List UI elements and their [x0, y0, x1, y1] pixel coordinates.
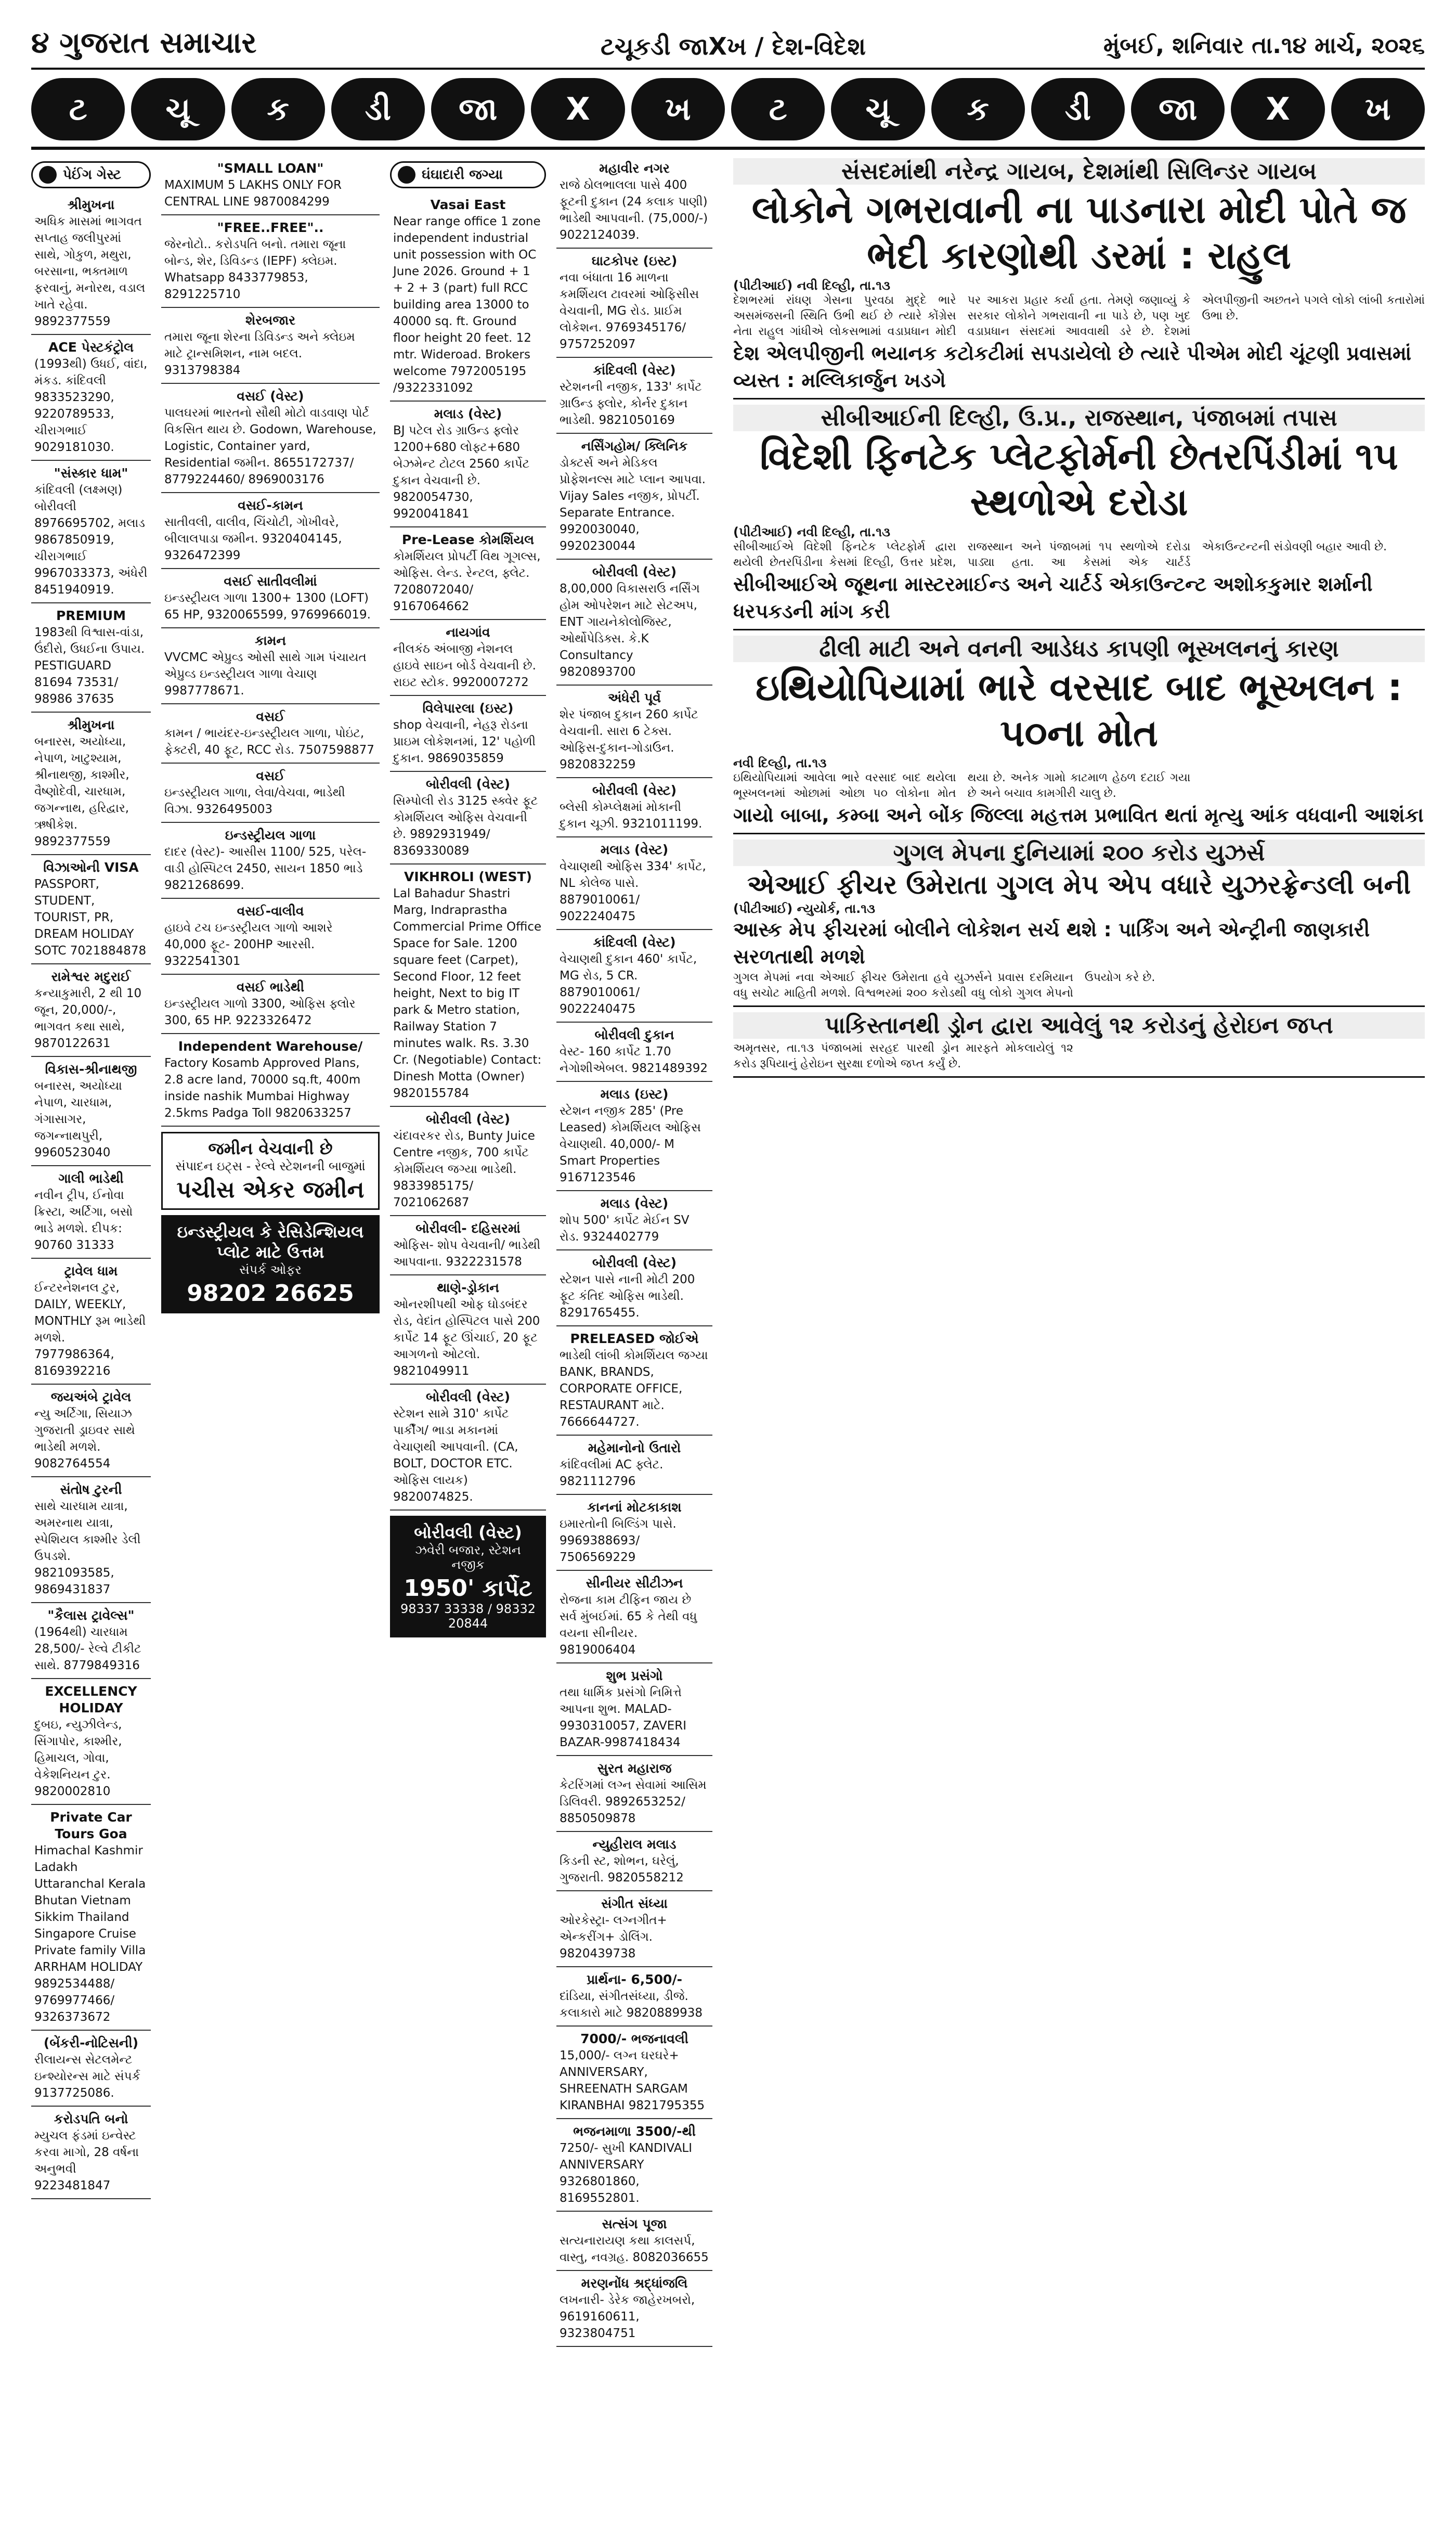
ad-body: કિડની સ્ટ, શોભન, ઘરેલું, ગુજરાતી. 9820558212 [560, 1854, 684, 1885]
classified-ad [31, 1679, 151, 1805]
ad-heading: Pre-Lease કોમર્શિયલ [401, 532, 535, 547]
ad-body: Himachal Kashmir Ladakh Uttaranchal Kerala Bhutan Vietnam Sikkim Thailand Singapore Cruise Private family Villa ARRHAM HOLIDAY 9892534488/ 9769977466/ 9326373672 [34, 1844, 146, 2024]
ad-heading: મલાડ (વેસ્ટ) [600, 1196, 669, 1211]
ad-heading: VIKHROLI (WEST) [404, 869, 532, 884]
ad-body: BJ પટેલ રોડ ગ્રાઉન્ડ ફ્લોર 1200+680 લોફ્ટ+680 બેઝમેન્ટ ટોટલ 2560 કાર્પેટ દુકાન વેચવાની છે. 9820054730, 9920041841 [393, 424, 530, 521]
classified-ad [390, 620, 546, 696]
ad-heading: "SMALL LOAN" [217, 161, 324, 176]
ad-body: તમારા જૂના શેરના ડિવિડન્ડ અને ક્લેઇમ માટે ટ્રાન્સમિશન, નામ બદલ. 9313798384 [164, 330, 355, 377]
ad-body: સ્ટેશન નજીક 285' (Pre Leased) કોમર્શિયલ ઓફિસ વેચાણથી. 40,000/- M Smart Properties 9167123546 [560, 1104, 701, 1184]
ad-body: ઇન્ડસ્ટ્રીયલ ગાળા, લેવા/વેચવા, ભાડેથી વિઝા. 9326495003 [164, 786, 345, 816]
classified-ad [31, 603, 151, 713]
ad-body: વેચાણથી દુકાન 460' કાર્પેટ, MG રોડ, 5 CR. 8879010061/ 9022240475 [560, 952, 697, 1016]
ad-heading: શેરબજાર [245, 313, 296, 328]
classified-ad [31, 1259, 151, 1385]
ad-heading: બોરીવલી (વેસ્ટ) [425, 777, 511, 792]
ad-body: દાદર (વેસ્ટ)- આસીસ 1100/ 525, પરેલ- વાડી હોસ્પિટલ 2450, સાયન 1850 ભાડે 9821268699. [164, 845, 367, 892]
ad-body: ડોક્ટર્સ અને મેડિકલ પ્રોફેશનલ્સ માટે પ્લાન આપવા. Vijay Sales નજીક, પ્રોપર્ટી. Separate Entrance. 9920030040, 9920230044 [560, 456, 706, 553]
classified-ad [556, 1436, 712, 1495]
ad-body: શોપ 500' કાર્પેટ મેઈન SV રોડ. 9324402779 [560, 1214, 690, 1244]
classified-ad [161, 704, 380, 764]
subheadline: સીબીઆઈએ જૂથના માસ્ટરમાઈન્ડ અને ચાર્ટર્ડ એકાઉન્ટન્ટ અશોકકુમાર શર્માની ધરપકડની માંગ કરી [733, 573, 1373, 623]
news-story-google-maps: ગુગલ મેપના દુનિયામાં ૨૦૦ કરોડ યુઝર્સ એઆઈ ફીચર ઉમેરાતા ગુગલ મેપ એપ વધારે યુઝરફ્રેન્ડલી બની (પીટીઆઈ) ન્યુયોર્ક, તા.૧૩ આસ્ક મેપ ફીચરમાં બોલીને લોકેશન સર્ચ થશે : પાર્કિંગ અને એન્ટ્રીની જાણકારી સરળતાથી મળશે ગુગલ મેપમાં નવા એઆઈ ફીચર ઉમેરાતા હવે યુઝર્સને પ્રવાસ દરમિયાન વધુ સચોટ માહિતી મળશે. વિશ્વભરમાં ૨૦૦ કરોડથી વધુ લોકો ગુગલ મેપનો ઉપયોગ કરે છે. [733, 840, 1425, 1007]
ad-body: Lal Bahadur Shastri Marg, Indraprastha Commercial Prime Office Space for Sale. 1200 square feet (Carpet), Second Floor, 12 feet height, Next to big IT park & Metro station, Railway Station 7 minutes walk. Rs. 3.30 Cr. (Negotiable) Contact: Dinesh Motta (Owner) 9820155784 [393, 887, 542, 1100]
ad-heading: ન્યુહીરાલ મલાડ [592, 1837, 677, 1852]
classified-ad [31, 335, 151, 461]
ad-heading: EXCELLENCY HOLIDAY [45, 1684, 137, 1715]
classified-ad [390, 1216, 546, 1275]
classified-ad [556, 2212, 712, 2271]
classified-ad [161, 823, 380, 899]
plot-offer-ad: ઇન્ડસ્ટ્રીયલ કે રેસિડેન્શિયલ પ્લોટ માટે ઉત્તમ સંપર્ક ઓફર 98202 26625 [161, 1215, 380, 1313]
classified-ad [556, 1663, 712, 1756]
ad-heading: વસઈ [256, 709, 285, 724]
classified-ad [31, 2031, 151, 2107]
classified-ad [556, 1023, 712, 1082]
ad-heading: મલાડ (ઇસ્ટ) [600, 1087, 669, 1102]
classified-ad [556, 156, 712, 249]
classified-ad [556, 837, 712, 930]
banner-letter: ચૂ [131, 78, 225, 140]
classified-ad [556, 2027, 712, 2119]
ad-heading: જયઅંબે ટ્રાવેલ [50, 1389, 132, 1404]
category-header: ઘંઘાદારી જગ્યા [390, 161, 546, 188]
classified-ad [390, 192, 546, 402]
ad-heading: Vasai East [430, 197, 506, 212]
banner-letter: ટ [731, 78, 825, 140]
classified-ad [390, 1275, 546, 1385]
classified-ad [556, 249, 712, 358]
ad-body: Near range office 1 zone independent industrial unit possession with OC June 2026. Ground + 1 + 2 + 3 (part) full RCC building area 13000 to 40000 sq. ft. Ground floor height 20 feet. 12 mtr. Wideroad. Brokers welcome 7972005195 /9322331092 [393, 215, 541, 395]
ad-body: સિમ્પોલી રોડ 3125 સ્ક્વેર ફૂટ કોમર્શિયલ ઓફિસ વેચવાની છે. 9892931949/ 8369330089 [393, 794, 538, 858]
ad-body: સ્ટેશન સામે 310' કાર્પેટ પાર્કીંગ/ ભાડા મકાનમાં વેચાણથી આપવાની. (CA, BOLT, DOCTOR ETC. ઓફિસ લાયક) 9820074825. [393, 1407, 518, 1504]
ad-body: કાંદિવલીમાં AC ફ્લેટ. 9821112796 [560, 1458, 664, 1488]
ad-body: Factory Kosamb Approved Plans, 2.8 acre land, 70000 sq.ft, 400m inside nashik Mumbai Highway 2.5kms Padga Toll 9820633257 [164, 1056, 361, 1120]
ad-heading: મહેમાનોનો ઉતારો [588, 1440, 681, 1455]
story-body: દેશભરમાં રાંધણ ગેસના પુરવઠા મુદ્દે ભારે અસમંજસની સ્થિતિ ઉભી થઈ છે ત્યારે કોંગ્રેસ નેતા રાહુલ ગાંધીએ લોકસભામાં વડાપ્રધાન મોદી પર આકરા પ્રહાર કર્યા હતા. તેમણે જણાવ્યું કે સરકાર લોકોને ગભરાવાની ના પાડે છે, પણ ખુદ વડાપ્રધાન સંસદમાં આવવાથી ડરે છે. દેશમાં એલપીજીની અછતને પગલે લોકો લાંબી કતારોમાં ઉભા છે. [733, 294, 1425, 338]
ad-heading: કાંદિવલી (વેસ્ટ) [593, 363, 676, 378]
classified-ad [161, 156, 380, 215]
ad-body: 1983થી વિશ્વાસ-વાંડા, ઉંદીરો, ઉધઈના ઉપાય. PESTIGUARD 81694 73531/ 98986 37635 [34, 626, 145, 706]
ad-heading: વસઈ-વાલીવ [237, 904, 304, 919]
ad-body: 15,000/- લગ્ન ઘરઘરે+ ANNIVERSARY, SHREENATH SARGAM KIRANBHAI 9821795355 [560, 2049, 705, 2112]
story-body: ઇથિયોપિયામાં આવેલા ભારે વરસાદ બાદ થયેલા ભૂસ્ખલનમાં ઓછામાં ઓછા ૫૦ લોકોના મોત થયા છે. અનેક ગામો કાટમાળ હેઠળ દટાઈ ગયા છે અને બચાવ કામગીરી ચાલુ છે. [733, 771, 1191, 800]
news-story-heroin: પાકિસ્તાનથી ડ્રોન દ્વારા આવેલું ૧૨ કરોડનું હેરોઇન જપ્ત અમૃતસર, તા.૧૩ પંજાબમાં સરહદ પારથી ડ્રોન મારફતે મોકલાયેલું ૧૨ કરોડ રૂપિયાનું હેરોઇન સુરક્ષા દળોએ જપ્ત કર્યું છે. [733, 1012, 1425, 1078]
classified-ad [31, 1385, 151, 1477]
ad-body: હાઇવે ટચ ઇન્ડસ્ટ્રીયલ ગાળો આશરે 40,000 ફૂટ- 200HP આરસી. 9322541301 [164, 921, 333, 968]
ad-body: ભાડેથી લાંબી કોમર્શિયલ જગ્યા BANK, BRANDS, CORPORATE OFFICE, RESTAURANT માટે. 7666644727. [560, 1349, 708, 1429]
classified-ad [556, 358, 712, 434]
classified-ad [31, 461, 151, 603]
ad-body: રાજે ઠોલભાલલા પાસે 400 ફૂટની દુકાન (24 કલાક પાણી) ભાડેથી આપવાની. (75,000/-) 9022124039. [560, 178, 708, 242]
category-icon [39, 166, 57, 184]
classified-ad [556, 686, 712, 778]
ad-body: ઓફિસ- શોપ વેચવાની/ ભાડેથી આપવાના. 9322231578 [393, 1238, 541, 1269]
issue-date: મુંબઈ, શનિવાર તા.૧૪ માર્ચ, ૨૦૨૬ [1103, 32, 1425, 59]
ad-body: VVCMC એપ્રુવ્ડ ઓસી સાથે ગામ પંચાયત એપ્રુવ્ડ ઇન્ડસ્ટ્રીયલ ગાળા વેચાણ 9987778671. [164, 651, 367, 698]
ad-heading: Private Car Tours Goa [50, 1810, 132, 1841]
classified-ad [161, 308, 380, 384]
ad-heading: ઘાટકોપર (ઇસ્ટ) [591, 253, 678, 268]
ad-body: કોમર્શિયલ પ્રોપર્ટી વિથ ગૂગલ્સ, ઓફિસ. લેન્ડ. રેન્ટલ, ફ્લેટ. 7208072040/ 9167064662 [393, 550, 541, 613]
banner-letter: ડી [1031, 78, 1125, 140]
banner-letter: જા [431, 78, 525, 140]
ad-body: પાલઘરમાં ભારતનો સૌથી મોટો વાડવાણ પોર્ટ વિકસિત થાય છે. Godown, Warehouse, Logistic, Container yard, Residential જમીન. 8655172737/ 8779224460/ 8969003176 [164, 406, 376, 486]
ad-heading: સત્સંગ પૂજા [602, 2216, 667, 2231]
ad-heading: શ્રીમુખના [67, 197, 115, 212]
ad-body: સત્યનારાયણ કથા કાલસર્પ, વાસ્તુ, નવગ્રહ. 8082036655 [560, 2234, 709, 2264]
classified-banner [31, 78, 1425, 140]
ad-body: દુબઇ, ન્યુઝીલેન્ડ, સિંગાપોર, કાશ્મીર, હિમાચલ, ગોવા, વેકેશનિયન ટુર. 9820002810 [34, 1718, 122, 1798]
ad-heading: થાણે-ડ્રોકાન [437, 1280, 499, 1295]
ad-heading: બોરીવલી (વેસ્ટ) [592, 1255, 677, 1270]
classified-ad [390, 527, 546, 620]
ad-body: PASSPORT, STUDENT, TOURIST, PR, DREAM HOLIDAY SOTC 7021884878 [34, 878, 147, 958]
classified-ad [556, 930, 712, 1023]
ad-heading: વિઝાઓની VISA [43, 860, 139, 875]
subheadline: દેશ એલપીજીની ભયાનક કટોકટીમાં સપડાયેલો છે ત્યારે પીએમ મોદી ચૂંટણી પ્રવાસમાં વ્યસ્ત : મલ્લિકાર્જુન ખડગે [733, 342, 1412, 392]
ad-heading: "સંસ્કાર ધામ" [54, 466, 128, 481]
classified-ad [31, 964, 151, 1057]
banner-rule [31, 147, 1425, 150]
ad-heading: Independent Warehouse/ [178, 1039, 363, 1054]
ad-heading: PRELEASED જોઈએ [570, 1331, 699, 1346]
classified-ad [556, 1832, 712, 1891]
classified-ad [31, 855, 151, 964]
ad-heading: બોરીવલી (વેસ્ટ) [425, 1389, 511, 1404]
ad-body: (1964થી) ચારધામ 28,500/- રેલ્વે ટીકીટ સાથે. 8779849316 [34, 1625, 141, 1672]
ad-heading: "કૈલાસ ટ્રાવેલ્સ" [47, 1608, 135, 1623]
ad-body: નવા બંધાતા 16 માળના કમર્શિયલ ટાવરમાં ઓફિસીસ વેચવાની, MG રોડ. પ્રાઈમ લોકેશન. 9769345176/ 9757252097 [560, 271, 699, 351]
ad-heading: પ્રાર્થના- 6,500/- [587, 1972, 682, 1987]
classified-ad [390, 402, 546, 527]
ad-body: બ્લેસી કોમ્પ્લેક્ષમાં મોકાની દુકાન ચૂઝી. 9321011199. [560, 801, 703, 831]
banner-letter: ચૂ [831, 78, 925, 140]
banner-letter: X [531, 78, 625, 140]
classified-column-1 [31, 156, 151, 2508]
ad-heading: મલાડ (વેસ્ટ) [434, 406, 502, 421]
ad-heading: બોરીવલી (વેસ્ટ) [592, 783, 677, 798]
category-header: પેઈંગ ગેસ્ટ [31, 161, 151, 188]
classified-ad [161, 215, 380, 308]
classified-ad [556, 1891, 712, 1967]
banner-letter: ડી [331, 78, 425, 140]
ad-heading: બોરીવલી દુકાન [594, 1027, 674, 1042]
ad-heading: મરણનોંધ શ્રદ્ધાંજલિ [581, 2276, 688, 2291]
headline: વિદેશી ફિનટેક પ્લેટફોર્મની છેતરપિંડીમાં ૧૫ સ્થળોએ દરોડા [760, 434, 1398, 524]
ad-heading: ટ્રાવેલ ધામ [64, 1263, 118, 1279]
banner-letter: જા [1131, 78, 1225, 140]
headline: ઇથિયોપિયામાં ભારે વરસાદ બાદ ભૂસ્ખલન : ૫૦ના મોત [756, 665, 1402, 755]
ad-body: (1993થી) ઉધઈ, વાંદા, મંકડ. કાંદિવલી 9833523290, 9220789533, ચીરાગભાઈ 9029181030. [34, 357, 148, 454]
news-story-rahul: સંસદમાંથી નરેન્દ્ર ગાયબ, દેશમાંથી સિલિન્ડર ગાયબ લોકોને ગભરાવાની ના પાડનારા મોદી પોતે જ ભેદી કારણોથી ડરમાં : રાહુલ (પીટીઆઈ) નવી દિલ્હી, તા.૧૩ દેશભરમાં રાંધણ ગેસના પુરવઠા મુદ્દે ભારે અસમંજસની સ્થિતિ ઉભી થઈ છે ત્યારે કોંગ્રેસ નેતા રાહુલ ગાંધીએ લોકસભામાં વડાપ્રધાન મોદી પર આકરા પ્રહાર કર્યા હતા. તેમણે જણાવ્યું કે સરકાર લોકોને ગભરાવાની ના પાડે છે, પણ ખુદ વડાપ્રધાન સંસદમાં આવવાથી ડરે છે. દેશમાં એલપીજીની અછતને પગલે લોકો લાંબી કતારોમાં ઉભા છે. દેશ એલપીજીની ભયાનક કટોકટીમાં સપડાયેલો છે ત્યારે પીએમ મોદી ચૂંટણી પ્રવાસમાં વ્યસ્ત : મલ્લિકાર્જુન ખડગે [733, 158, 1425, 399]
ad-body: સ્ટેશનની નજીક, 133' કાર્પેટ ગ્રાઉન્ડ ફ્લોર, કોર્નર દુકાન ભાડેથી. 9821050169 [560, 380, 702, 427]
classified-ad [161, 569, 380, 628]
ad-heading: શ્રીમુખના [67, 717, 115, 732]
ad-body: ન્યુ અર્ટિગા, સિયાઝ ગુજરાતી ડ્રાઇવર સાથે ભાડેથી મળશે. 9082764554 [34, 1407, 135, 1470]
ad-body: કેટરિંગમાં લગ્ન સેવામાં આસિમ ડિલિવરી. 9892653252/ 8850509878 [560, 1778, 707, 1825]
classified-ad [390, 1107, 546, 1216]
classified-ad [556, 434, 712, 560]
ad-heading: બોરીવલી- દહિસરમાં [415, 1221, 521, 1236]
classified-column-4 [556, 156, 712, 2508]
classified-ad [556, 1191, 712, 1250]
classified-ad [556, 1967, 712, 2027]
ad-body: રીલાયન્સ સેટલમેન્ટ ઇન્શ્યોરન્સ માટે સંપર્ક 9137725086. [34, 2053, 140, 2100]
ad-heading: સંગીત સંધ્યા [601, 1896, 668, 1911]
page-label: ૪ ગુજરાત સમાચાર [31, 26, 257, 60]
classified-ad [31, 1057, 151, 1166]
banner-letter: ખ [631, 78, 725, 140]
ad-heading: વિલેપારલા (ઇસ્ટ) [422, 701, 514, 716]
classified-ad [31, 2107, 151, 2199]
classified-ad [31, 1603, 151, 1679]
ad-body: 8,00,000 વિકાસરાઉ નર્સિંગ હોમ ઓપરેશન માટે સેટઅપ, ENT ગાયનેકોલોજિસ્ટ, ઓર્થોપેડિક્સ. કે.K Consultancy 9820893700 [560, 582, 700, 679]
classified-ad [556, 2271, 712, 2347]
ad-heading: વસઈ ભાડેથી [236, 979, 304, 995]
borivali-shop-ad: બોરીવલી (વેસ્ટ) ઝવેરી બજાર, સ્ટેશન નજીક 1950' કાર્પેટ 98337 33338 / 98332 20844 [390, 1516, 546, 1637]
story-body: અમૃતસર, તા.૧૩ પંજાબમાં સરહદ પારથી ડ્રોન મારફતે મોકલાયેલું ૧૨ કરોડ રૂપિયાનું હેરોઇન સુરક્ષા દળોએ જપ્ત કર્યું છે. [733, 1042, 1073, 1070]
ad-body: સાતીવલી, વાલીવ, ચિંચોટી, ગોખીવરે, બીલાલપાડા જમીન. 9320404145, 9326472399 [164, 515, 342, 562]
classified-ad [31, 1166, 151, 1259]
classified-ad [390, 772, 546, 864]
ad-body: નવીન ટ્રીપ, ઈનોવા ક્રિસ્ટા, અર્ટિગા, બસો ભાડે મળશે. દીપક: 90760 31333 [34, 1189, 133, 1252]
subheadline: ગાયો બાબા, કમ્બા અને બોંક જિલ્લા મહત્તમ પ્રભાવિત થતાં મૃત્યુ આંક વધવાની આશંકા [733, 804, 1424, 827]
ad-heading: વસઈ [256, 768, 285, 783]
ad-body: તથા ધાર્મિક પ્રસંગો નિમિત્તે આપના શુભ. MALAD-9930310057, ZAVERI BAZAR-9987418434 [560, 1686, 687, 1749]
ad-heading: ગાલી ભાડેથી [58, 1171, 124, 1186]
banner-letter: ક [231, 78, 325, 140]
classified-ad [556, 560, 712, 686]
classified-ad [161, 384, 380, 493]
classified-ad [556, 1571, 712, 1663]
banner-letter: ટ [31, 78, 125, 140]
ad-body: ઓરકેસ્ટ્રા- લગ્નગીત+ એન્કરીંગ+ ડોલિંગ. 9820439738 [560, 1914, 667, 1960]
classified-ad [556, 1495, 712, 1571]
ad-heading: કરોડપતિ બનો [54, 2111, 128, 2126]
classified-ad [390, 864, 546, 1107]
ad-body: કામન / ભાયંદર-ઇન્ડસ્ટ્રીયલ ગાળા, પોઇંટ, ફેક્ટરી, 40 ફૂટ, RCC રોડ. 7507598877 [164, 727, 374, 757]
ad-body: ચંદાવરકર રોડ, Bunty Juice Centre નજીક, 700 કાર્પેટ કોમર્શિયલ જગ્યા ભાડેથી. 9833985175/ 7021062687 [393, 1129, 535, 1209]
classified-ad [556, 1326, 712, 1436]
ad-body: લખનારી- ડેરેક જાહેરખબરો, 9619160611, 9323804751 [560, 2293, 695, 2340]
classified-ad [161, 764, 380, 823]
ad-body: વેસ્ટ- 160 કાર્પેટ 1.70 નેગોશીએબલ. 9821489392 [560, 1045, 708, 1075]
ad-body: જેરનોટો.. કરોડપતિ બનો. તમારા જૂના બોન્ડ, શેર, ડિવિડન્ડ (IEPF) ક્લેઇમ. Whatsapp 8433779853, 8291225710 [164, 238, 346, 301]
classified-ad [31, 713, 151, 855]
classified-column-2 [161, 156, 380, 2508]
ad-body: ઇન્ડસ્ટ્રીયલ ગાળા 1300+ 1300 (LOFT) 65 HP, 9320065599, 9769966019. [164, 591, 371, 622]
ad-body: ઇન્ડસ્ટ્રીયલ ગાળો 3300, ઓફિસ ફ્લોર 300, 65 HP. 9223326472 [164, 997, 356, 1027]
ad-heading: "FREE..FREE".. [217, 220, 324, 235]
ad-heading: કામન [254, 633, 287, 648]
ad-heading: ACE પેસ્ટકંટ્રોલ [48, 340, 134, 355]
banner-letter: ખ [1331, 78, 1425, 140]
masthead [31, 21, 1425, 70]
classified-ad [556, 778, 712, 837]
classified-ad [161, 1034, 380, 1127]
classified-ad [161, 975, 380, 1034]
ad-heading: વસઈ સાતીવલીમાં [224, 574, 317, 589]
section-title: ટચૂકડી જાXખ / દેશ-વિદેશ [601, 32, 866, 60]
ad-heading: વસઈ-કામન [238, 498, 303, 513]
ad-body: દાંડિયા, સંગીતસંધ્યા, ડીજે. કલાકારો માટે 9820889938 [560, 1990, 703, 2020]
ad-heading: કાનનાં મોટકાકાશ [587, 1500, 682, 1515]
banner-letter: ક [931, 78, 1025, 140]
classified-ad [390, 1385, 546, 1511]
ad-heading: અંધેરી પૂર્વ [608, 690, 661, 705]
ad-heading: ભજનમાળા 3500/-થી [573, 2124, 696, 2139]
ad-body: કાંદિવલી (લક્ષ્મણ) બોરીવલી 8976695702, મલાડ 9867850919, ચીરાગભાઈ 9967033373, અંધેરી 8451940919. [34, 483, 148, 597]
ad-body: 7250/- સુખી KANDIVALI ANNIVERSARY 9326801860, 8169552801. [560, 2141, 693, 2205]
classified-ad [31, 1477, 151, 1603]
ad-heading: સુરત મહારાજ [597, 1761, 672, 1776]
news-section [733, 156, 1425, 2508]
news-story-ethiopia: ઢીલી માટી અને વનની આડેધડ કાપણી ભૂસ્ખલનનું કારણ ઇથિયોપિયામાં ભારે વરસાદ બાદ ભૂસ્ખલન : ૫૦ના મોત નવી દિલ્હી, તા.૧૩ ઇથિયોપિયામાં આવેલા ભારે વરસાદ બાદ થયેલા ભૂસ્ખલનમાં ઓછામાં ઓછા ૫૦ લોકોના મોત થયા છે. અનેક ગામો કાટમાળ હેઠળ દટાઈ ગયા છે અને બચાવ કામગીરી ચાલુ છે. ગાયો બાબા, કમ્બા અને બોંક જિલ્લા મહત્તમ પ્રભાવિત થતાં મૃત્યુ આંક વધવાની આશંકા [733, 636, 1425, 834]
classified-column-3 [390, 156, 546, 2508]
ad-heading: 7000/- ભજનાવલી [580, 2031, 688, 2046]
ad-heading: બોરીવલી (વેસ્ટ) [592, 564, 677, 579]
building-icon [398, 166, 415, 184]
classified-ad [31, 192, 151, 335]
headline: એઆઈ ફીચર ઉમેરાતા ગુગલ મેપ એપ વધારે યુઝરફ્રેન્ડલી બની [747, 870, 1411, 900]
ad-heading: PREMIUM [56, 608, 126, 623]
classified-ad [161, 493, 380, 569]
ad-body: મ્યુચલ ફંડમાં ઇન્વેસ્ટ કરવા માગો, 28 વર્ષના અનુભવી 9223481847 [34, 2129, 139, 2192]
ad-body: ઇમારતોની બિલ્ડિંગ પાસે. 9969388693/ 7506569229 [560, 1517, 677, 1564]
ad-body: સાથે ચારધામ યાત્રા, અમરનાથ યાત્રા, સ્પેશિયલ કાશ્મીર ડેલી ઉપડશે. 9821093585, 9869431837 [34, 1500, 141, 1596]
ad-body: બનારસ, અયોધ્યા નેપાળ, ચારધામ, ગંગાસાગર, જગન્નાથપુરી, 9960523040 [34, 1079, 122, 1159]
story-body: સીબીઆઈએ વિદેશી ફિનટેક પ્લેટફોર્મ દ્વારા થયેલી છેતરપિંડીના કેસમાં દિલ્હી, ઉત્તર પ્રદેશ, રાજસ્થાન અને પંજાબમાં ૧૫ સ્થળોએ દરોડા પાડ્યા હતા. આ કેસમાં એક ચાર્ટર્ડ એકાઉન્ટન્ટની સંડોવણી બહાર આવી છે. [733, 540, 1387, 569]
ad-heading: ઇન્ડસ્ટ્રીયલ ગાળા [225, 828, 316, 843]
classified-ad [390, 696, 546, 772]
ad-body: નીલકંઠ અંબાજી નેશનલ હાઇવે સાઇન બોર્ડ વેચવાની છે. રાઇટ સ્ટોક. 9920007272 [393, 642, 536, 689]
subheadline: આસ્ક મેપ ફીચરમાં બોલીને લોકેશન સર્ચ થશે : પાર્કિંગ અને એન્ટ્રીની જાણકારી સરળતાથી મળશે [733, 918, 1370, 968]
classified-ad [556, 1082, 712, 1191]
ad-heading: બોરીવલી (વેસ્ટ) [425, 1112, 511, 1127]
ad-heading: મલાડ (વેસ્ટ) [600, 842, 669, 857]
ad-body: ઓનરશીપથી ઓફ ઘોડબંદર રોડ, વેદાંત હોસ્પિટલ પાસે 200 કાર્પેટ 14 ફૂટ ઊંચાઈ, 20 ફૂટ આગળનો ઓટલો. 9821049911 [393, 1298, 540, 1378]
ad-body: સ્ટેશન પાસે નાની મોટી 200 ફૂટ કંતિદ ઓફિસ ભાડેથી. 8291765455. [560, 1273, 695, 1320]
classified-ad [556, 1756, 712, 1832]
ad-heading: નાયગાંવ [446, 625, 490, 640]
ad-heading: શુભ પ્રસંગો [606, 1668, 663, 1683]
classified-ad [556, 1250, 712, 1326]
ad-heading: વિકાસ-શ્રીનાથજી [45, 1062, 137, 1077]
ad-body: શેર પંજાબ દુકાન 260 કાર્પેટ વેચવાની. સારા 6 ટેક્સ. ઓફિસ-દુકાન-ગોડાઉન. 9820832259 [560, 708, 698, 771]
land-sale-ad: જમીન વેચવાની છે સંપાદન ઇટ્સ - રેલ્વે સ્ટેશનની બાજુમાં પચીસ એકર જમીન [161, 1132, 380, 1210]
ad-heading: નર્સિંગહોમ/ ક્લિનિક [581, 438, 688, 454]
ad-body: રોજના કામ ટીફિન જાય છે સર્વ મુંબઈમાં. 65 કે તેથી વધુ વયના સીનીયર. 9819006404 [560, 1593, 697, 1657]
classified-ad [31, 1805, 151, 2031]
classified-ad [161, 628, 380, 704]
ad-body: કન્યાકુમારી, 2 થી 10 જૂન, 20,000/-, ભાગવત કથા સાથે, 9870122631 [34, 987, 142, 1050]
ad-body: અધિક માસમાં ભાગવત સપ્તાહ જલીપુરમાં સાથે, ગોકુળ, મથુરા, બરસાના, ભક્તમાળ ફરવાનું, મનોરથ, વડાલ ખાતે રહેવા. 9892377559 [34, 215, 146, 328]
banner-letter: X [1231, 78, 1324, 140]
ad-heading: વસઈ (વેસ્ટ) [237, 389, 304, 404]
classified-ad [556, 2119, 712, 2212]
ad-body: બનારસ, અયોધ્યા, નેપાળ, ખાટુશ્યામ, શ્રીનાથજી, કાશ્મીર, વૈષ્ણોદેવી, ચારધામ, જગન્નાથ, હરિદ્વાર, ઋષીકેશ. 9892377559 [34, 735, 129, 848]
ad-heading: સંતોષ ટુરની [60, 1482, 122, 1497]
classified-ad [161, 899, 380, 975]
ad-body: MAXIMUM 5 LAKHS ONLY FOR CENTRAL LINE 9870084299 [164, 178, 342, 209]
ad-body: shop વેચવાની, નેહરૂ રોડના પ્રાઇમ લોકેશનમાં, 12' પહોળી દુકાન. 9869035859 [393, 718, 536, 765]
ad-heading: (બેંકરી-નોટિસની) [43, 2035, 139, 2050]
ad-heading: કાંદિવલી (વેસ્ટ) [593, 935, 676, 950]
ad-heading: રામેશ્વર મદુરાઈ [51, 969, 131, 984]
ad-heading: સીનીયર સીટીઝન [586, 1576, 683, 1591]
news-story-cbi: સીબીઆઈની દિલ્હી, ઉ.પ્ર., રાજસ્થાન, પંજાબમાં તપાસ વિદેશી ફિનટેક પ્લેટફોર્મની છેતરપિંડીમાં ૧૫ સ્થળોએ દરોડા (પીટીઆઈ) નવી દિલ્હી, તા.૧૩ સીબીઆઈએ વિદેશી ફિનટેક પ્લેટફોર્મ દ્વારા થયેલી છેતરપિંડીના કેસમાં દિલ્હી, ઉત્તર પ્રદેશ, રાજસ્થાન અને પંજાબમાં ૧૫ સ્થળોએ દરોડા પાડ્યા હતા. આ કેસમાં એક ચાર્ટર્ડ એકાઉન્ટન્ટની સંડોવણી બહાર આવી છે. સીબીઆઈએ જૂથના માસ્ટરમાઈન્ડ અને ચાર્ટર્ડ એકાઉન્ટન્ટ અશોકકુમાર શર્માની ધરપકડની માંગ કરી [733, 405, 1425, 630]
headline: લોકોને ગભરાવાની ના પાડનારા મોદી પોતે જ ભેદી કારણોથી ડરમાં : રાહુલ [751, 188, 1407, 277]
ad-heading: મહાવીર નગર [599, 161, 670, 176]
ad-body: વેચાણથી ઓફિસ 334' કાર્પેટ, NL કોલેજ પાસે. 8879010061/ 9022240475 [560, 860, 706, 923]
story-body: ગુગલ મેપમાં નવા એઆઈ ફીચર ઉમેરાતા હવે યુઝર્સને પ્રવાસ દરમિયાન વધુ સચોટ માહિતી મળશે. વિશ્વભરમાં ૨૦૦ કરોડથી વધુ લોકો ગુગલ મેપનો ઉપયોગ કરે છે. [733, 971, 1155, 1000]
ad-body: ઈન્ટરનેશનલ ટુર, DAILY, WEEKLY, MONTHLY રૂમ ભાડેથી મળશે. 7977986364, 8169392216 [34, 1281, 146, 1378]
